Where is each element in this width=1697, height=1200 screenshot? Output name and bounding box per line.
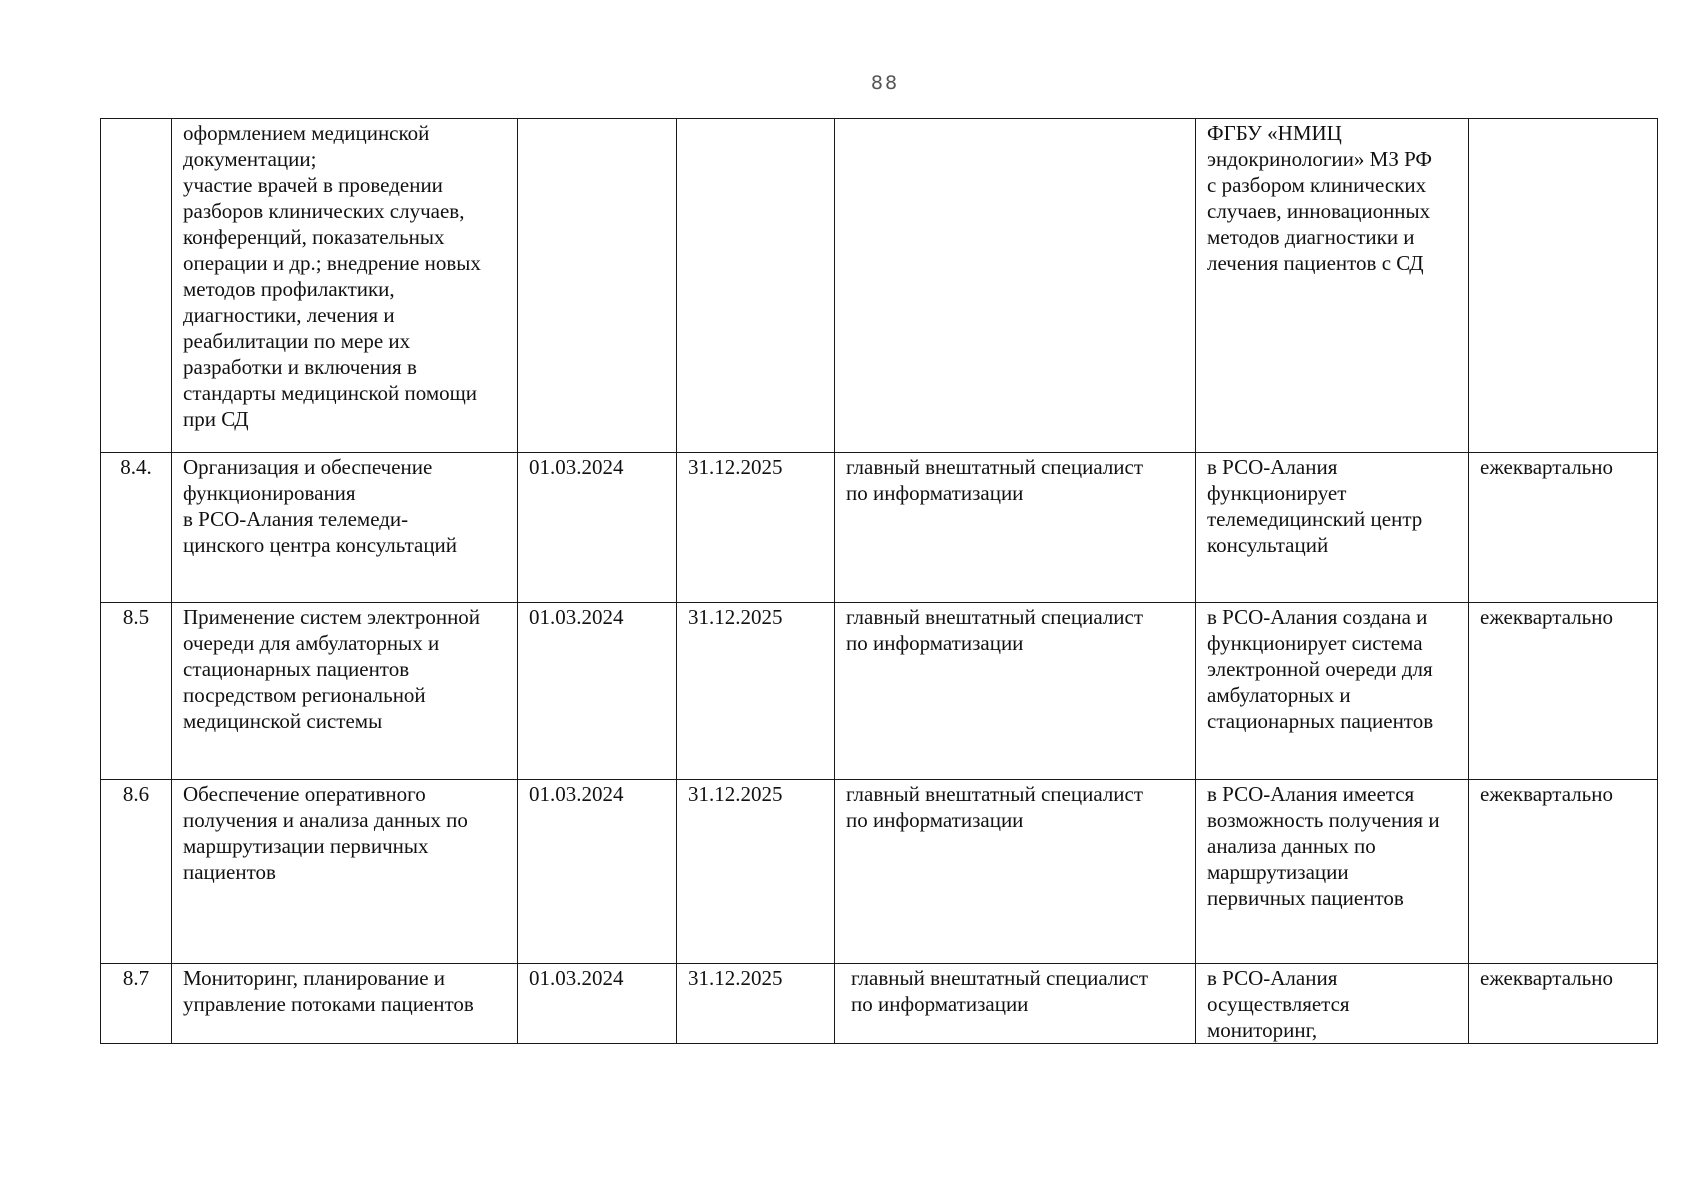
table-row (101, 453, 1658, 603)
row-number: 8.4. (101, 453, 172, 603)
end-date-cell: 31.12.2025 (677, 453, 835, 603)
table-row (101, 603, 1658, 780)
activity-cell: Мониторинг, планирование и управление потоками пациентов (172, 964, 518, 1044)
row-number: 8.6 (101, 780, 172, 964)
frequency-cell (1469, 119, 1658, 453)
table-row (101, 780, 1658, 964)
responsible-cell: главный внештатный специалист по информатизации (835, 780, 1196, 964)
result-cell: в РСО-Алания осуществляется мониторинг, (1196, 964, 1469, 1044)
activity-cell: оформлением медицинской документации; участие врачей в проведении разборов клинических случаев, конференций, показательных операции и др.; внедрение новых методов профилактики, диагностики, лечения и реабилитации по мере их разработки и включения в стандарты медицинской помощи при СД (172, 119, 518, 453)
start-date-cell: 01.03.2024 (518, 453, 677, 603)
start-date-cell: 01.03.2024 (518, 964, 677, 1044)
row-number: 8.7 (101, 964, 172, 1044)
row-number: 8.5 (101, 603, 172, 780)
end-date-cell: 31.12.2025 (677, 780, 835, 964)
row-number (101, 119, 172, 453)
responsible-cell: главный внештатный специалист по информатизации (835, 964, 1196, 1044)
table-row (101, 119, 1658, 453)
start-date-cell: 01.03.2024 (518, 780, 677, 964)
result-cell: в РСО-Алания создана и функционирует система электронной очереди для амбулаторных и стационарных пациентов (1196, 603, 1469, 780)
activity-cell: Применение систем электронной очереди для амбулаторных и стационарных пациентов посредством региональной медицинской системы (172, 603, 518, 780)
responsible-cell (835, 119, 1196, 453)
frequency-cell: ежеквартально (1469, 780, 1658, 964)
activity-cell: Организация и обеспечение функционирования в РСО-Алания телемеди- цинского центра консультаций (172, 453, 518, 603)
result-cell: в РСО-Алания имеется возможность получения и анализа данных по маршрутизации первичных пациентов (1196, 780, 1469, 964)
table-row (101, 964, 1658, 1044)
page-number: 88 (870, 72, 900, 94)
frequency-cell: ежеквартально (1469, 964, 1658, 1044)
responsible-cell: главный внештатный специалист по информатизации (835, 453, 1196, 603)
end-date-cell: 31.12.2025 (677, 603, 835, 780)
result-cell: ФГБУ «НМИЦ эндокринологии» МЗ РФ с разбором клинических случаев, инновационных методов диагностики и лечения пациентов с СД (1196, 119, 1469, 453)
frequency-cell: ежеквартально (1469, 453, 1658, 603)
end-date-cell: 31.12.2025 (677, 964, 835, 1044)
frequency-cell: ежеквартально (1469, 603, 1658, 780)
result-cell: в РСО-Алания функционирует телемедицинский центр консультаций (1196, 453, 1469, 603)
start-date-cell: 01.03.2024 (518, 603, 677, 780)
activity-cell: Обеспечение оперативного получения и анализа данных по маршрутизации первичных пациентов (172, 780, 518, 964)
start-date-cell (518, 119, 677, 453)
end-date-cell (677, 119, 835, 453)
responsible-cell: главный внештатный специалист по информатизации (835, 603, 1196, 780)
plan-table (100, 118, 1658, 1044)
